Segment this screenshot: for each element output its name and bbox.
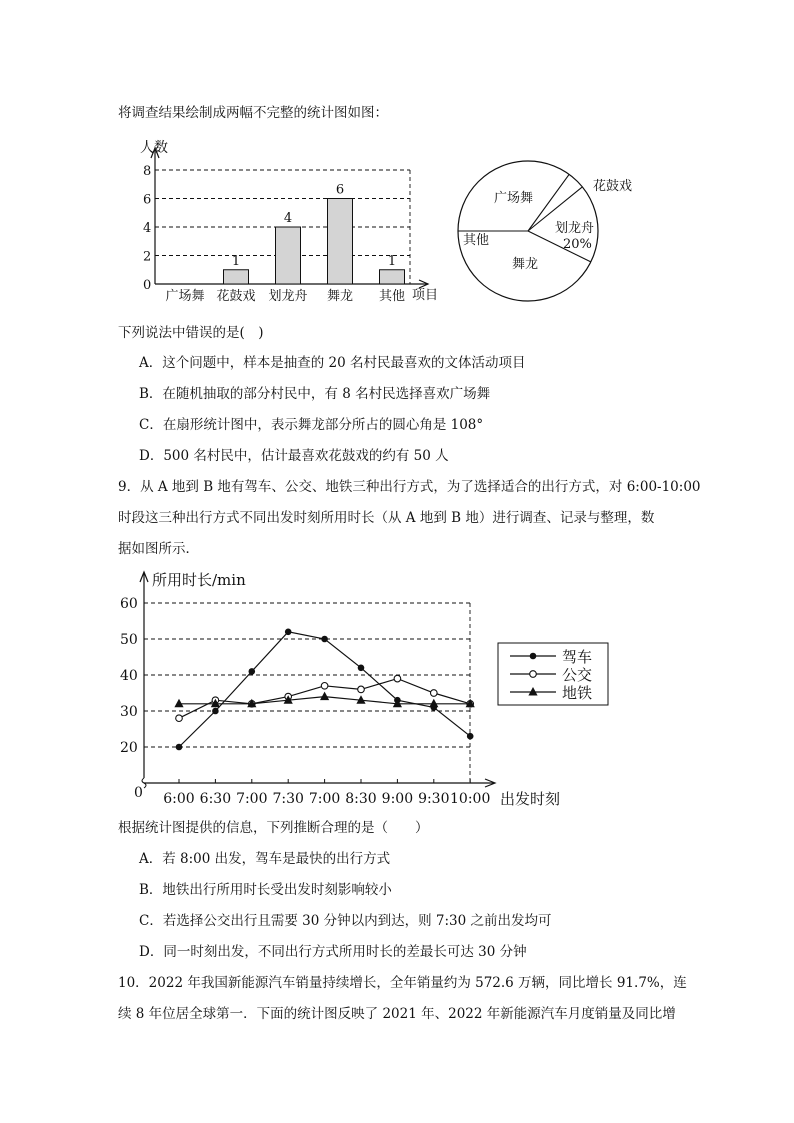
legend-label: 地铁: [562, 684, 593, 702]
bar-y-tick-label: 4: [143, 221, 152, 236]
q9-option-a: A．若 8:00 出发，驾车是最快的出行方式: [139, 851, 391, 867]
line-x-tick-label: 7:00: [236, 791, 268, 807]
bar-ylabel: 人数: [140, 140, 168, 156]
q9-line-3: 据如图所示．: [118, 541, 199, 557]
line-data-point: [285, 629, 292, 636]
line-x-tick-label: 7:30: [272, 791, 304, 807]
q10-line-2: 续 8 年位居全球第一．下面的统计图反映了 2021 年、2022 年新能源汽车月度销量及同比增: [118, 1006, 676, 1022]
line-data-point: [212, 708, 219, 715]
bar-y-tick-label: 6: [143, 192, 152, 208]
legend-label: 公交: [562, 666, 593, 684]
q8-stem: 下列说法中错误的是( ): [118, 325, 264, 341]
line-data-point: [174, 699, 183, 708]
bar-value-label: 4: [283, 211, 293, 226]
pie-label-qita: 其他: [463, 233, 490, 248]
line-x-tick-label: 8:30: [345, 791, 377, 807]
q9-option-c: C．若选择公交出行且需要 30 分钟以内到达，则 7:30 之前出发均可: [139, 913, 552, 929]
q9-option-b: B．地铁出行所用时长受出发时刻影响较小: [139, 882, 392, 898]
bar-y-tick-label: 0: [143, 278, 152, 293]
line-x-tick-label: 9:30: [418, 791, 450, 807]
bar-category-label: 花鼓戏: [216, 289, 256, 304]
bar-xlabel: 项目: [412, 288, 439, 303]
line-data-point: [320, 692, 329, 701]
line-xlabel: 出发时刻: [500, 790, 561, 808]
q9-stem: 根据统计图提供的信息，下列推断合理的是（ ）: [118, 820, 429, 836]
line-origin: 0: [134, 785, 143, 801]
pie-label-wulong: 舞龙: [512, 257, 539, 272]
pie-label-hualong-pct: 20%: [563, 237, 592, 252]
pie-label-guangchang: 广场舞: [494, 191, 534, 206]
q9-line-2: 时段这三种出行方式不同出发时刻所用时长（从 A 地到 B 地）进行调查、记录与整理，数: [118, 510, 655, 526]
line-data-point: [321, 636, 328, 643]
bar-y-tick-label: 2: [143, 249, 152, 265]
q8-option-d: D．500 名村民中，估计最喜欢花鼓戏的约有 50 人: [139, 448, 449, 464]
line-data-point: [394, 675, 401, 682]
pie-label-hualong: 划龙舟: [555, 221, 595, 236]
legend-label: 驾车: [562, 648, 593, 666]
q8-option-b: B．在随机抽取的部分村民中，有 8 名村民选择喜欢广场舞: [139, 386, 491, 402]
line-data-point: [321, 683, 328, 690]
line-x-tick-label: 7:00: [308, 791, 341, 807]
q9-option-d: D．同一时刻出发，不同出行方式所用时长的差最长可达 30 分钟: [139, 944, 527, 960]
q8-option-a: A．这个问题中，样本是抽查的 20 名村民最喜欢的文体活动项目: [139, 355, 526, 371]
bar-value-label: 1: [387, 253, 397, 269]
bar-category-label: 舞龙: [326, 289, 354, 304]
line-y-tick-label: 30: [120, 704, 138, 720]
line-x-tick-label: 10:00: [450, 791, 491, 807]
bar-category-label: 其他: [378, 289, 406, 304]
line-data-point: [358, 665, 365, 672]
line-data-point: [176, 715, 183, 722]
line-data-point: [429, 699, 438, 708]
line-data-point: [358, 686, 365, 693]
bar-category-label: 广场舞: [165, 289, 205, 304]
line-x-tick-label: 6:30: [199, 791, 232, 807]
legend-marker: [530, 671, 537, 678]
line-y-tick-label: 60: [120, 596, 138, 612]
bar-value-label: 6: [335, 182, 345, 198]
bar-category-label: 划龙舟: [268, 289, 308, 304]
line-y-tick-label: 50: [120, 632, 138, 648]
line-x-tick-label: 9:00: [381, 791, 414, 807]
bar-value-label: 1: [231, 253, 241, 269]
q10-line-1: 10．2022 年我国新能源汽车销量持续增长，全年销量约为 572.6 万辆，同比增长 91.7%，连: [118, 975, 687, 991]
line-ylabel: 所用时长/min: [152, 571, 246, 589]
legend-marker: [530, 653, 537, 660]
line-x-tick-label: 6:00: [163, 791, 195, 807]
q9-line-1: 9．从 A 地到 B 地有驾车、公交、地铁三种出行方式，为了选择适合的出行方式，对 6:00-10:00: [118, 479, 701, 495]
line-data-point: [249, 668, 256, 675]
q8-option-c: C．在扇形统计图中，表示舞龙部分所占的圆心角是 108°: [139, 417, 484, 433]
bar-y-tick-label: 8: [143, 164, 152, 179]
line-data-point: [431, 690, 438, 697]
line-data-point: [467, 733, 474, 740]
line-y-tick-label: 40: [120, 668, 138, 684]
pie-label-huagu: 花鼓戏: [593, 179, 633, 194]
line-data-point: [176, 744, 183, 751]
intro-text: 将调查结果绘制成两幅不完整的统计图如图：: [118, 105, 388, 121]
line-y-tick-label: 20: [120, 740, 138, 756]
